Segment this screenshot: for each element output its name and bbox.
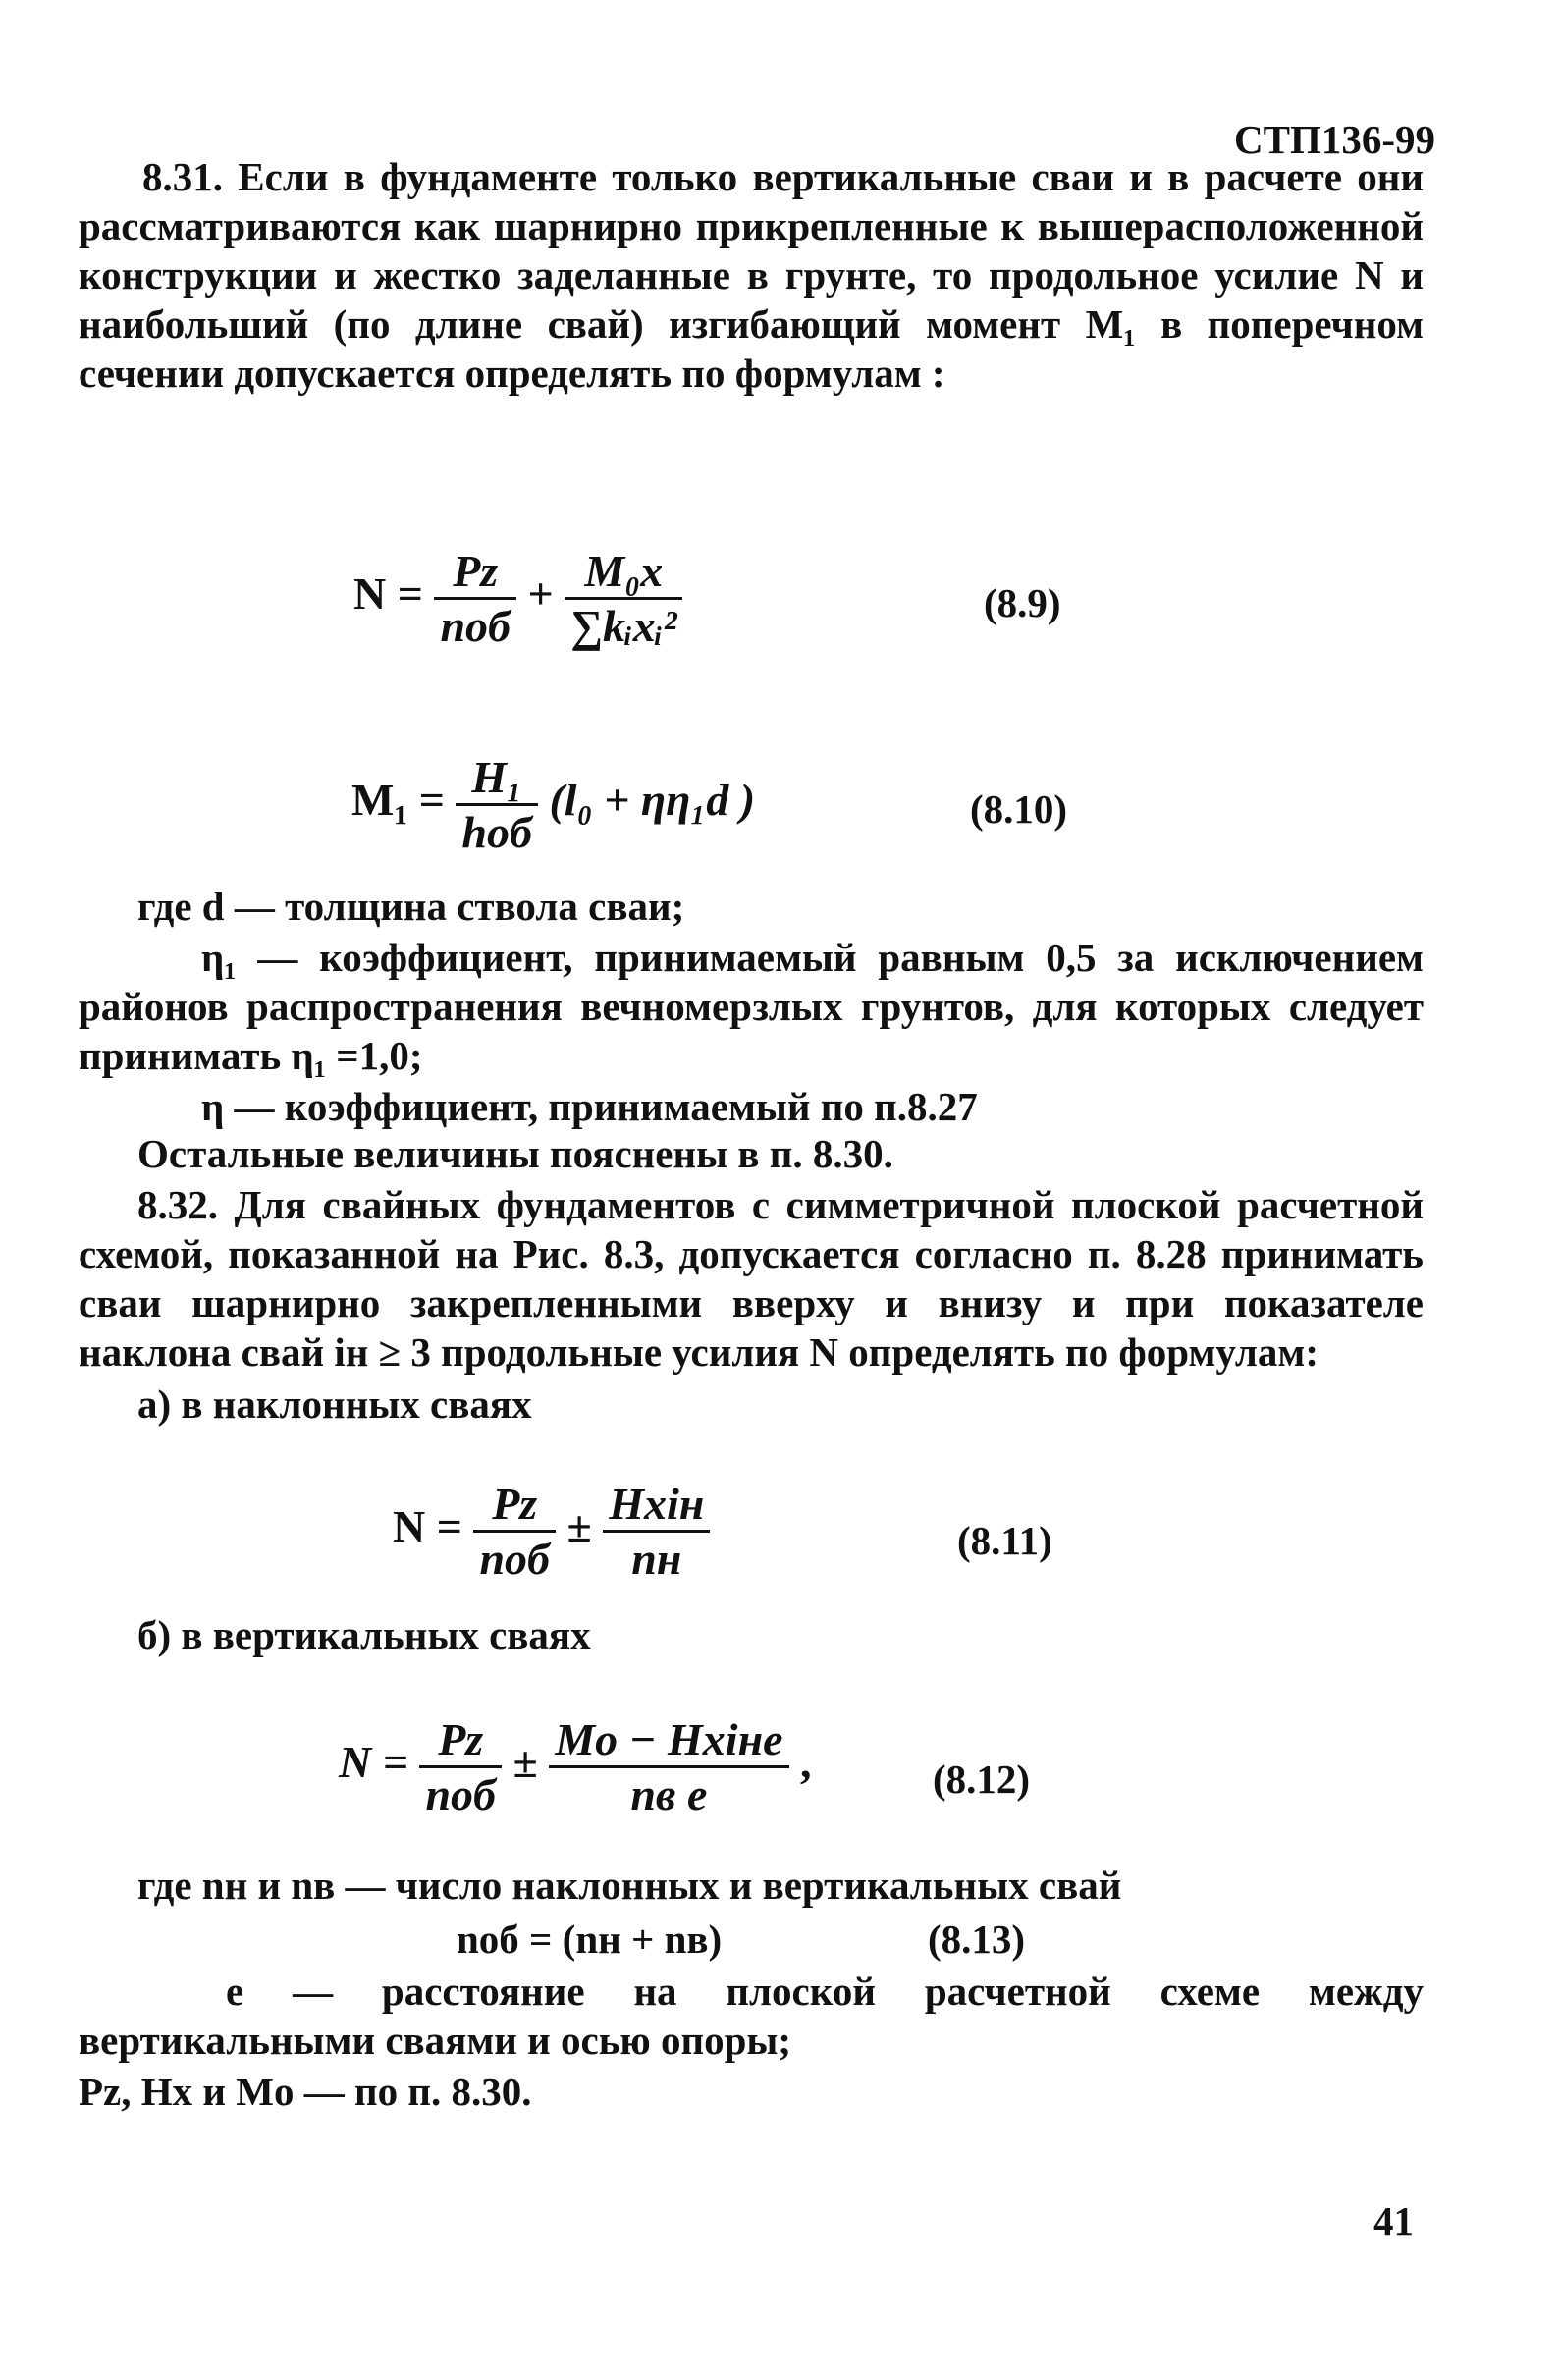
formula-8-12-numerator-2: Mо − Hxiнe	[549, 1713, 788, 1768]
formula-8-11-numerator-2: Hxiн	[603, 1478, 710, 1533]
where-pz-line: Pz, Hx и Mo — по п. 8.30.	[79, 2069, 532, 2114]
document-code: СТП136-99	[1234, 117, 1435, 162]
formula-8-12-lhs: N =	[339, 1737, 408, 1788]
page-number: 41	[1373, 2198, 1414, 2244]
formula-8-10-lhs: M₁ =	[351, 775, 445, 826]
section-8-32-item-b: б) в вертикальных сваях	[137, 1612, 591, 1657]
formula-8-12-denominator-2: nв e	[630, 1769, 708, 1819]
formula-8-9-numerator-1: Pz	[434, 545, 516, 600]
formula-8-9-fraction-1	[434, 545, 516, 652]
where-rest-line: Остальные величины пояснены в п. 8.30.	[137, 1131, 893, 1176]
formula-8-11-fraction-1	[473, 1478, 556, 1585]
section-8-31-text: 8.31. Если в фундаменте только вертикальные сваи и в расчете они рассматриваются как шарнирно прикрепленные к вышерасположенной конструкции и жестко заделанные в грунте, то продольное усилие N и наибольший (по длине свай) изгибающий момент M₁ в поперечном сечении допускается определять по формулам :	[79, 154, 1424, 396]
formula-8-9-denominator-2: ∑kᵢxᵢ²	[570, 601, 677, 651]
formula-8-9	[353, 545, 682, 652]
formula-8-9-fraction-2	[565, 545, 682, 652]
section-8-31-paragraph	[79, 152, 1424, 398]
formula-8-12-fraction-2	[549, 1713, 788, 1820]
formula-8-10-numerator: H₁	[456, 751, 538, 806]
formula-8-10-fraction	[456, 751, 538, 858]
formula-8-13-number: (8.13)	[928, 1917, 1026, 1962]
formula-8-10	[351, 751, 755, 858]
formula-8-9-number: (8.9)	[984, 580, 1061, 625]
formula-8-12-denominator-1: nоб	[425, 1769, 496, 1819]
formula-8-11	[393, 1478, 710, 1585]
formula-8-13: nоб = (nн + nв)	[457, 1917, 723, 1962]
formula-8-12-operator: ±	[512, 1737, 538, 1788]
formula-8-11-numerator-1: Pz	[473, 1478, 556, 1533]
formula-8-12-tail: ,	[800, 1737, 812, 1788]
section-8-32-paragraph: 8.32. Для свайных фундаментов с симметричной плоской расчетной схемой, показанной на Рис. 8.3, допускается согласно п. 8.28 принимать сваи шарнирно закрепленными вверху и внизу и при показателе наклона свай iн ≥ 3 продольные усилия N определять по формулам:	[79, 1182, 1424, 1375]
formula-8-11-fraction-2	[603, 1478, 710, 1585]
formula-8-9-lhs: N =	[353, 568, 423, 620]
formula-8-11-lhs: N =	[393, 1501, 462, 1552]
where-eta-line: η — коэффициент, принимаемый по п.8.27	[201, 1084, 978, 1129]
formula-8-9-operator: +	[527, 568, 554, 620]
formula-8-10-rest: (l₀ + ηη₁d )	[549, 775, 756, 826]
formula-8-12-numerator-1: Pz	[419, 1713, 502, 1768]
formula-8-11-denominator-2: nн	[631, 1534, 682, 1584]
formula-8-9-denominator-1: nоб	[440, 601, 511, 651]
section-8-32-item-a: а) в наклонных сваях	[137, 1381, 532, 1427]
formula-8-10-number: (8.10)	[970, 786, 1068, 832]
formula-8-10-denominator: hоб	[461, 807, 532, 857]
formula-8-12	[339, 1713, 812, 1820]
where-d-line: где d — толщина ствола сваи;	[137, 884, 685, 929]
formula-8-11-operator: ±	[566, 1501, 592, 1552]
where-e-paragraph: е — расстояние на плоской расчетной схеме между вертикальными сваями и осью опоры;	[79, 1969, 1424, 2063]
formula-8-9-numerator-2: M₀x	[565, 545, 682, 600]
formula-8-11-number: (8.11)	[957, 1518, 1052, 1563]
formula-8-11-denominator-1: nоб	[479, 1534, 550, 1584]
formula-8-12-fraction-1	[419, 1713, 502, 1820]
where-eta1-paragraph: η₁ — коэффициент, принимаемый равным 0,5 за исключением районов распространения вечномерзлых грунтов, для которых следует принимать η₁ =1,0;	[79, 935, 1424, 1078]
where-n-line: где nн и nв — число наклонных и вертикальных свай	[137, 1863, 1122, 1908]
formula-8-12-number: (8.12)	[933, 1757, 1031, 1802]
